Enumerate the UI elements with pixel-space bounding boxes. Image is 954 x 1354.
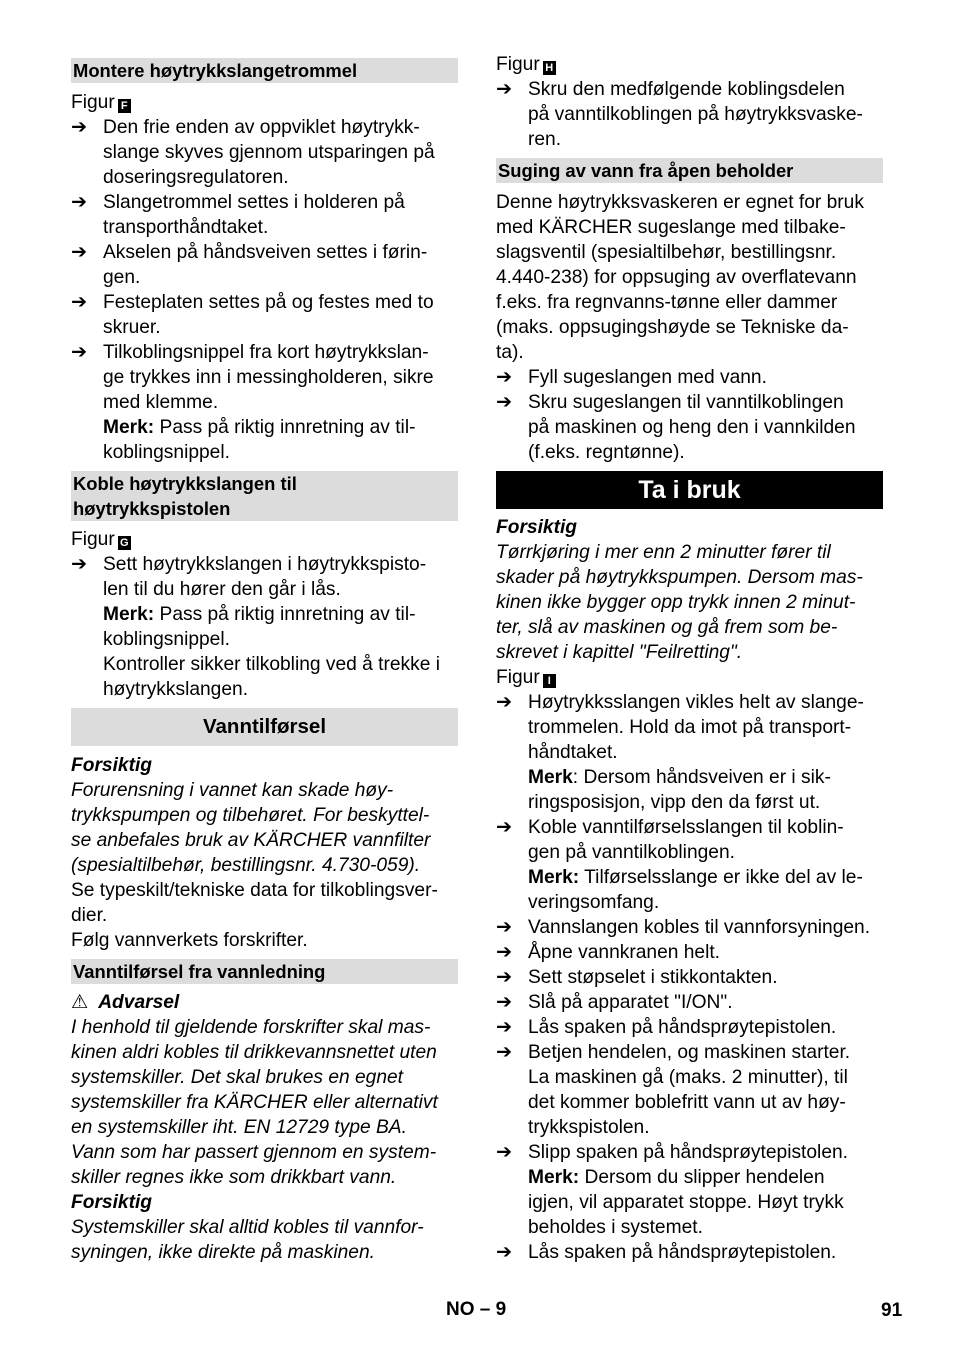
figure-badge-g: G <box>118 536 131 550</box>
list-item: ➔ Betjen hendelen, og maskinen starter. La maskinen gå (maks. 2 minutter), til det kommer boblefritt vann ut av høy- trykkspistolen. <box>496 1042 851 1138</box>
list-item: ➔ Tilkoblingsnippel fra kort høytrykkslan- ge trykkes inn i messingholderen, sikre med klemme. <box>71 342 434 413</box>
section-heading-koble: Koble høytrykkslangen til høytrykkspistolen <box>71 471 458 521</box>
list-item: ➔ Koble vanntilførselsslangen til koblin- gen på vanntilkoblingen. <box>496 817 844 863</box>
note: Merk: Tilførselsslange er ikke del av le- veringsomfang. <box>528 867 863 913</box>
arrow-right-icon: ➔ <box>71 292 88 313</box>
figure-badge-f: F <box>118 99 131 113</box>
list-item: ➔ Skru sugeslangen til vanntilkoblingen på maskinen og heng den i vannkilden (f.eks. regntønne). <box>496 392 856 463</box>
arrow-right-icon: ➔ <box>71 242 88 263</box>
list-item: ➔ Sett høytrykkslangen i høytrykkspisto- len til du hører den går i lås. <box>71 554 427 600</box>
chapter-heading-ta-i-bruk: Ta i bruk <box>496 471 883 509</box>
footer-section-label: NO – 9 <box>446 1299 507 1320</box>
caution-text: Tørrkjøring i mer enn 2 minutter fører til skader på høytrykkspumpen. Dersom mas- kinen ikke bygger opp trykk innen 2 minut- ter, slå av maskinen og gå frem som be- skrevet i kapittel "Feilretting". <box>496 542 863 663</box>
body-text: Denne høytrykksvaskeren er egnet for bruk med KÄRCHER sugeslange med tilbake- slagsventil (spesialtilbehør, bestillingsnr. 4.440-238) for oppsuging av overflatevann f.eks. fra regnvanns-tønne eller dammer (maks. oppsugingshøyde se Tekniske da- ta). <box>496 192 864 363</box>
instruction-list-montere <box>71 115 458 465</box>
arrow-right-icon: ➔ <box>496 942 513 963</box>
warning-triangle-icon: ⚠ <box>71 992 89 1013</box>
arrow-right-icon: ➔ <box>496 1142 513 1163</box>
arrow-right-icon: ➔ <box>71 192 88 213</box>
arrow-right-icon: ➔ <box>496 1042 513 1063</box>
list-item: ➔ Slangetrommel settes i holderen på transporthåndtaket. <box>71 192 405 238</box>
warning-vannledning <box>71 990 458 1265</box>
section-heading-suging: Suging av vann fra åpen beholder <box>496 158 883 183</box>
list-item: ➔ Akselen på håndsveiven settes i førin- gen. <box>71 242 428 288</box>
extra-text: Kontroller sikker tilkobling ved å trekke i høytrykkslangen. <box>103 654 440 700</box>
arrow-right-icon: ➔ <box>71 554 88 575</box>
figure-ref-g: Figur G <box>71 527 458 552</box>
arrow-right-icon: ➔ <box>496 917 513 938</box>
list-item: ➔ Fyll sugeslangen med vann. <box>496 367 767 388</box>
note: Merk: Pass på riktig innretning av til- koblingsnippel. <box>103 604 416 650</box>
arrow-right-icon: ➔ <box>496 79 513 100</box>
section-heading-montere: Montere høytrykkslangetrommel <box>71 58 458 83</box>
arrow-right-icon: ➔ <box>496 1242 513 1263</box>
arrow-right-icon: ➔ <box>71 342 88 363</box>
warning-text: I henhold til gjeldende forskrifter skal mas- kinen aldri kobles til drikkevannsnettet uten systemskiller. Det skal brukes en egnet systemskiller fra KÄRCHER eller alternativt en systemskiller iht. EN 12729 type BA. Vann som har passert gjennom en system- skiller regnes ikke som drikkbart vann. <box>71 1017 438 1188</box>
list-item: ➔ Den frie enden av oppviklet høytrykk- slange skyves gjennom utsparingen på doseringsregulatoren. <box>71 117 435 188</box>
arrow-right-icon: ➔ <box>496 692 513 713</box>
list-item: ➔ Høytrykksslangen vikles helt av slange- trommelen. Hold da imot på transport- håndtaket. <box>496 692 864 763</box>
warning-label-row: ⚠ Advarsel <box>71 992 180 1013</box>
note: Merk: Pass på riktig innretning av til- koblingsnippel. <box>103 417 416 463</box>
arrow-right-icon: ➔ <box>496 817 513 838</box>
instruction-list-koble <box>71 552 458 702</box>
list-item: ➔ Festeplaten settes på og festes med to skruer. <box>71 292 434 338</box>
footer-page-number: 91 <box>881 1300 903 1321</box>
caution-label: Forsiktig <box>71 1192 153 1213</box>
note: Merk: Dersom du slipper hendelen igjen, vil apparatet stoppe. Høyt trykk beholdes i systemet. <box>528 1167 844 1238</box>
list-item: ➔ Sett støpselet i stikkontakten. <box>496 967 778 988</box>
caution-text: Systemskiller skal alltid kobles til vannfor- syningen, ikke direkte på maskinen. <box>71 1217 424 1263</box>
list-item: ➔ Slå på apparatet "I/ON". <box>496 992 733 1013</box>
arrow-right-icon: ➔ <box>496 967 513 988</box>
figure-ref-i: Figur I <box>496 665 883 690</box>
caution-label: Forsiktig <box>71 755 153 776</box>
section-heading-vannledning: Vanntilførsel fra vannledning <box>71 959 458 984</box>
arrow-right-icon: ➔ <box>496 1017 513 1038</box>
list-item: ➔ Åpne vannkranen helt. <box>496 942 721 963</box>
arrow-right-icon: ➔ <box>496 992 513 1013</box>
list-item: ➔ Lås spaken på håndsprøytepistolen. <box>496 1017 837 1038</box>
caution-text: Forurensning i vannet kan skade høy- trykkspumpen og tilbehøret. For beskyttel- se anbefales bruk av KÄRCHER vannfilter (spesialtilbehør, bestillingsnr. 4.730-059). <box>71 780 431 876</box>
list-item: ➔ Lås spaken på håndsprøytepistolen. <box>496 1242 837 1263</box>
list-item: ➔ Skru den medfølgende koblingsdelen på vanntilkoblingen på høytrykksvaske- ren. <box>496 79 863 150</box>
arrow-right-icon: ➔ <box>71 117 88 138</box>
note: Merk: Dersom håndsveiven er i sik- ringsposisjon, vipp den da først ut. <box>528 767 831 813</box>
figure-badge-i: I <box>543 674 556 688</box>
body-text: Se typeskilt/tekniske data for tilkoblingsver- dier. <box>71 880 438 926</box>
caution-vanntilforsel <box>71 753 458 953</box>
caution-label: Forsiktig <box>496 517 578 538</box>
arrow-right-icon: ➔ <box>496 392 513 413</box>
ta-i-bruk-content <box>496 515 883 1265</box>
figure-ref-f: Figur F <box>71 90 458 115</box>
suging-content <box>496 190 883 465</box>
body-text: Følg vannverkets forskrifter. <box>71 930 308 951</box>
instruction-list-h <box>496 77 883 152</box>
section-heading-vanntilforsel: Vanntilførsel <box>71 708 458 746</box>
arrow-right-icon: ➔ <box>496 367 513 388</box>
list-item: ➔ Vannslangen kobles til vannforsyningen. <box>496 917 871 938</box>
list-item: ➔ Slipp spaken på håndsprøytepistolen. <box>496 1142 848 1163</box>
figure-ref-h: Figur H <box>496 52 883 77</box>
figure-badge-h: H <box>543 61 556 75</box>
